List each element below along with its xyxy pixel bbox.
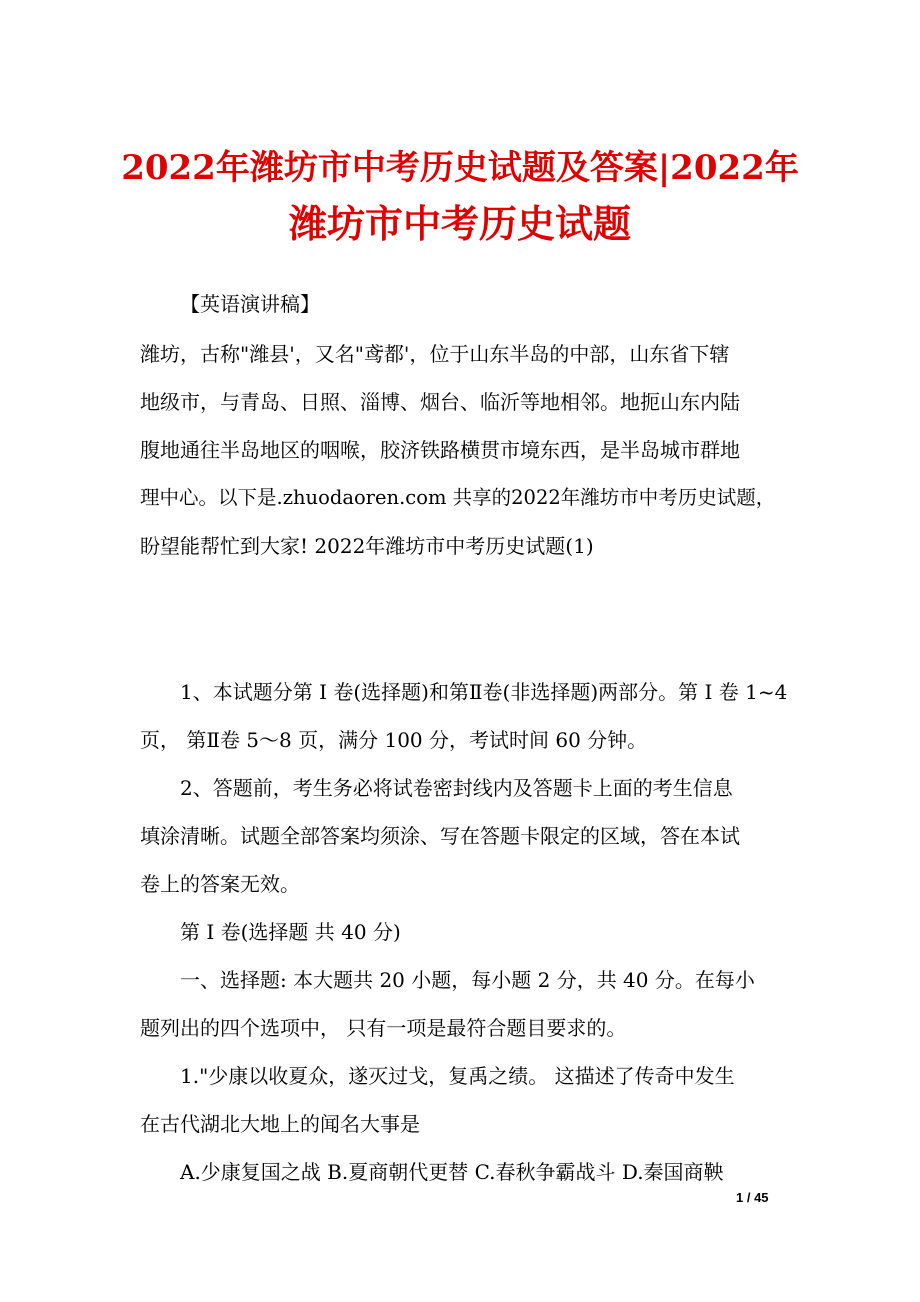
note2-line-1: 2、答题前，考生务必将试卷密封线内及答题卡上面的考生信息 — [180, 776, 733, 800]
page-number: 1 / 45 — [736, 1190, 769, 1205]
section1-line-1: 一、选择题: 本大题共 20 小题，每小题 2 分，共 40 分。在每小 — [180, 968, 755, 992]
note2-line-2: 填涂清晰。试题全部答案均须涂、写在答题卡限定的区域，答在本试 — [140, 824, 740, 848]
title-line-1: 2022年潍坊市中考历史试题及答案|2022年 — [121, 148, 799, 188]
section1-line-2: 题列出的四个选项中， 只有一项是最符合题目要求的。 — [140, 1016, 627, 1040]
intro-line-5: 盼望能帮忙到大家! 2022年潍坊市中考历史试题(1) — [140, 534, 594, 558]
intro-line-2: 地级市，与青岛、日照、淄博、烟台、临沂等地相邻。地扼山东内陆 — [140, 390, 740, 414]
intro-line-1: 潍坊，古称"潍县'，又名"鸢都'，位于山东半岛的中部，山东省下辖 — [140, 342, 730, 366]
document-title — [120, 140, 800, 252]
part1-heading: 第 I 卷(选择题 共 40 分) — [180, 920, 401, 944]
section-tag: 【英语演讲稿】 — [180, 292, 320, 316]
intro-line-3: 腹地通往半岛地区的咽喉，胶济铁路横贯市境东西，是半岛城市群地 — [140, 438, 740, 462]
question-1-line-1: 1."少康以收夏众，遂灭过戈，复禹之绩。 这描述了传奇中发生 — [180, 1064, 735, 1088]
note1-line-1: 1、本试题分第 I 卷(选择题)和第Ⅱ卷(非选择题)两部分。第 I 卷 1~4 — [180, 680, 788, 704]
note1-line-2: 页， 第Ⅱ卷 5～8 页，满分 100 分，考试时间 60 分钟。 — [140, 728, 648, 752]
title-line-2: 潍坊市中考历史试题 — [288, 201, 631, 246]
question-1-options: A.少康复国之战 B.夏商朝代更替 C.春秋争霸战斗 D.秦国商鞅 — [180, 1160, 724, 1184]
intro-line-4: 理中心。以下是.zhuodaoren.com 共享的2022年潍坊市中考历史试题， — [140, 486, 776, 509]
note2-line-3: 卷上的答案无效。 — [140, 872, 300, 896]
question-1-line-2: 在古代湖北大地上的闻名大事是 — [140, 1112, 420, 1136]
